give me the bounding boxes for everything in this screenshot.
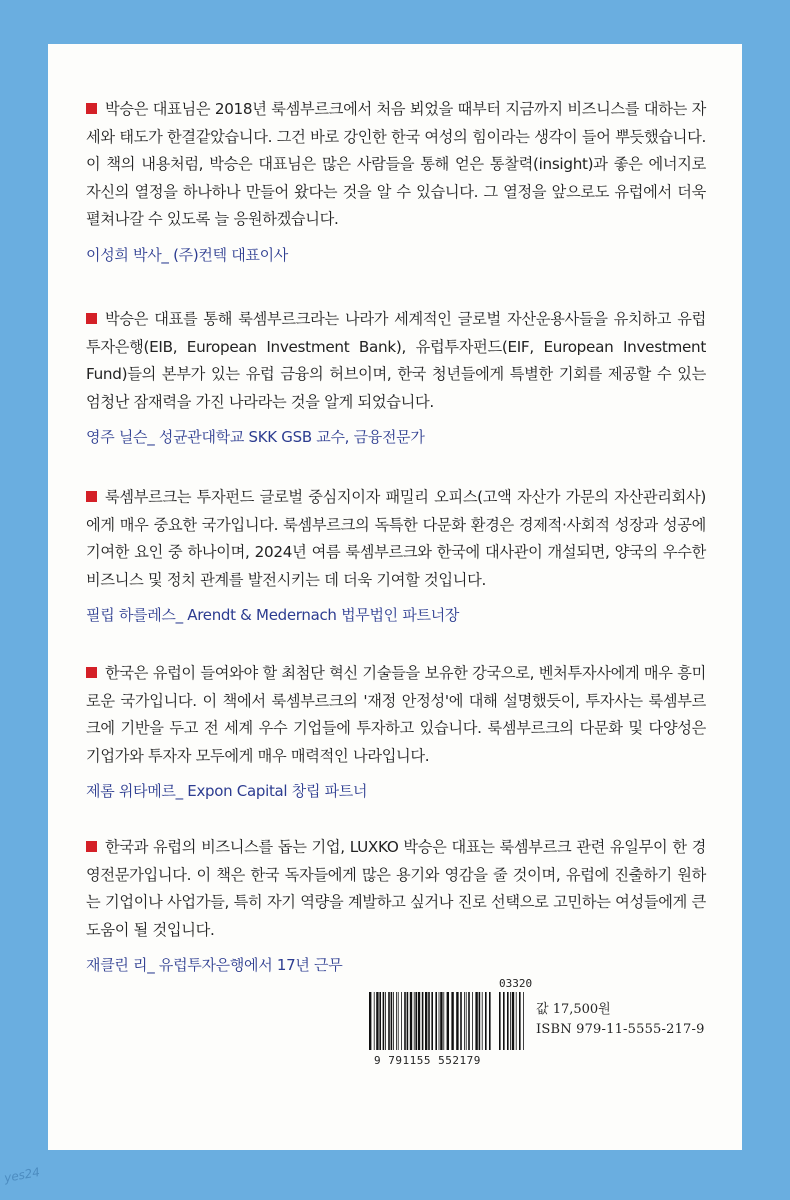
barcode-bar: [425, 992, 427, 1050]
barcode-bar: [447, 992, 449, 1050]
red-square-bullet-icon: [86, 103, 97, 114]
barcode-bar: [472, 992, 473, 1050]
testimonial-text: 룩셈부르크는 투자펀드 글로벌 중심지이자 패밀리 오피스(고액 자산가 가문의 자산관리회사)에게 매우 중요한 국가입니다. 룩셈부르크의 독특한 다문화 환경은 경제적·사회적 성장과 성공에 기여한 요인 중 하나이며, 2024년 여름 룩셈부르크와 한국에 대사관이 개설되면, 양국의 우수한 비즈니스 및 정치 관계를 발전시키는 데 더욱 기여할 것입니다.: [86, 488, 706, 589]
barcode-bar: [374, 992, 375, 1050]
barcode-bar: [383, 992, 385, 1050]
barcode-area: [368, 974, 708, 1094]
testimonial-author: 재클린 리_ 유럽투자은행에서 17년 근무: [86, 956, 343, 974]
barcode-bar: [404, 992, 406, 1050]
barcode-bar: [396, 992, 397, 1050]
price-label: 값 17,500원: [536, 1002, 611, 1017]
barcode-bar: [468, 992, 470, 1050]
barcode-bar: [507, 992, 509, 1050]
testimonial-2: [86, 306, 706, 448]
testimonial-5: [86, 834, 706, 976]
testimonial-1: [86, 96, 706, 266]
isbn-label: ISBN 979-11-5555-217-9: [536, 1022, 705, 1037]
testimonial-text: 한국은 유럽이 들여와야 할 최첨단 혁신 기술들을 보유한 강국으로, 벤처투자사에게 매우 흥미로운 국가입니다. 이 책에서 룩셈부르크의 '재정 안정성'에 대해 설명했듯이, 투자사는 룩셈부르크에 기반을 두고 전 세계 우수 기업들에 투자하고 있습니다. 룩셈부르크의 다문화 및 다양성은 기업가와 투자자 모두에게 매우 매력적인 나라입니다.: [86, 664, 706, 765]
barcode-bar: [385, 992, 386, 1050]
barcode-bar: [451, 992, 453, 1050]
barcode-bar: [379, 992, 381, 1050]
testimonial-author: 이성희 박사_ (주)컨텍 대표이사: [86, 245, 288, 264]
barcode-bar: [418, 992, 420, 1050]
testimonial-author: 필립 하를레스_ Arendt & Medernach 법무법인 파트너장: [86, 606, 460, 624]
barcode-bar: [503, 992, 505, 1050]
watermark-stamp: yes24: [3, 1164, 41, 1186]
barcode-bar: [499, 992, 501, 1050]
barcode-bar: [489, 992, 491, 1050]
barcode-bar: [376, 992, 378, 1050]
barcode-bar: [391, 992, 393, 1050]
barcode-bar: [440, 992, 442, 1050]
barcode-bar: [479, 992, 481, 1050]
red-square-bullet-icon: [86, 841, 97, 852]
barcode-addon-number: 03320: [499, 977, 533, 990]
testimonial-text: 한국과 유럽의 비즈니스를 돕는 기업, LUXKO 박승은 대표는 룩셈부르크 관련 유일무이 한 경영전문가입니다. 이 책은 한국 독자들에게 많은 용기와 영감을 줄 것이며, 유럽에 진출하기 원하는 기업이나 사업가들, 특히 자기 역량을 계발하고 싶거나 진로 선택으로 고민하는 여성들에게 큰 도움이 될 것입니다.: [86, 838, 706, 939]
barcode-bar: [410, 992, 412, 1050]
barcode-bar: [523, 992, 524, 1050]
barcode-bar: [516, 992, 517, 1050]
barcode-bar: [482, 992, 483, 1050]
barcode-bar: [439, 992, 440, 1050]
barcode-bar: [393, 992, 394, 1050]
barcode-bar: [475, 992, 477, 1050]
barcode-bar: [512, 992, 514, 1050]
barcode-bar: [519, 992, 521, 1050]
back-cover-panel: [48, 44, 742, 1150]
testimonial-author: 영주 닐슨_ 성균관대학교 SKK GSB 교수, 금융전문가: [86, 428, 425, 446]
barcode-bar: [431, 992, 433, 1050]
barcode-digits: 9 791155 552179: [374, 1054, 481, 1067]
barcode-bar: [398, 992, 399, 1050]
barcode-bar: [415, 992, 417, 1050]
barcode-bar: [414, 992, 415, 1050]
addon-barcode: [498, 992, 526, 1050]
barcode-bar: [428, 992, 430, 1050]
barcode-bar: [443, 992, 444, 1050]
testimonial-author: 제롬 위타메르_ Expon Capital 창립 파트너: [86, 782, 368, 800]
barcode-bar: [369, 992, 371, 1050]
barcode-bar: [456, 992, 458, 1050]
barcode-bar: [435, 992, 437, 1050]
isbn-barcode: [368, 992, 492, 1050]
testimonial-3: [86, 484, 706, 626]
testimonial-text: 박승은 대표를 통해 룩셈부르크라는 나라가 세계적인 글로벌 자산운용사들을 유치하고 유럽투자은행(EIB, European Investment Bank), 유럽투자펀드(EIF, European Investment Fund)들의 본부가 있는 유럽 금융의 허브이며, 한국 청년들에게 특별한 기회를 제공할 수 있는 엄청난 잠재력을 가진 나라라는 것을 알게 되었습니다.: [86, 310, 706, 411]
barcode-bar: [466, 992, 467, 1050]
testimonial-text: 박승은 대표님은 2018년 룩셈부르크에서 처음 뵈었을 때부터 지금까지 비즈니스를 대하는 자세와 태도가 한결같았습니다. 그건 바로 강인한 한국 여성의 힘이라는 생각이 들어 뿌듯했습니다. 이 책의 내용처럼, 박승은 대표님은 많은 사람들을 통해 얻은 통찰력(insight)과 좋은 에너지로 자신의 열정을 하나하나 만들어 왔다는 것을 알 수 있습니다. 그 열정을 앞으로도 유럽에서 더욱 펼쳐나갈 수 있도록 늘 응원하겠습니다.: [86, 100, 706, 228]
barcode-bar: [485, 992, 487, 1050]
barcode-bar: [464, 992, 465, 1050]
barcode-bar: [460, 992, 462, 1050]
barcode-bar: [407, 992, 409, 1050]
red-square-bullet-icon: [86, 667, 97, 678]
testimonial-4: [86, 660, 706, 802]
red-square-bullet-icon: [86, 313, 97, 324]
barcode-bar: [510, 992, 511, 1050]
barcode-bar: [388, 992, 390, 1050]
barcode-bar: [401, 992, 402, 1050]
barcode-bar: [422, 992, 424, 1050]
red-square-bullet-icon: [86, 491, 97, 502]
